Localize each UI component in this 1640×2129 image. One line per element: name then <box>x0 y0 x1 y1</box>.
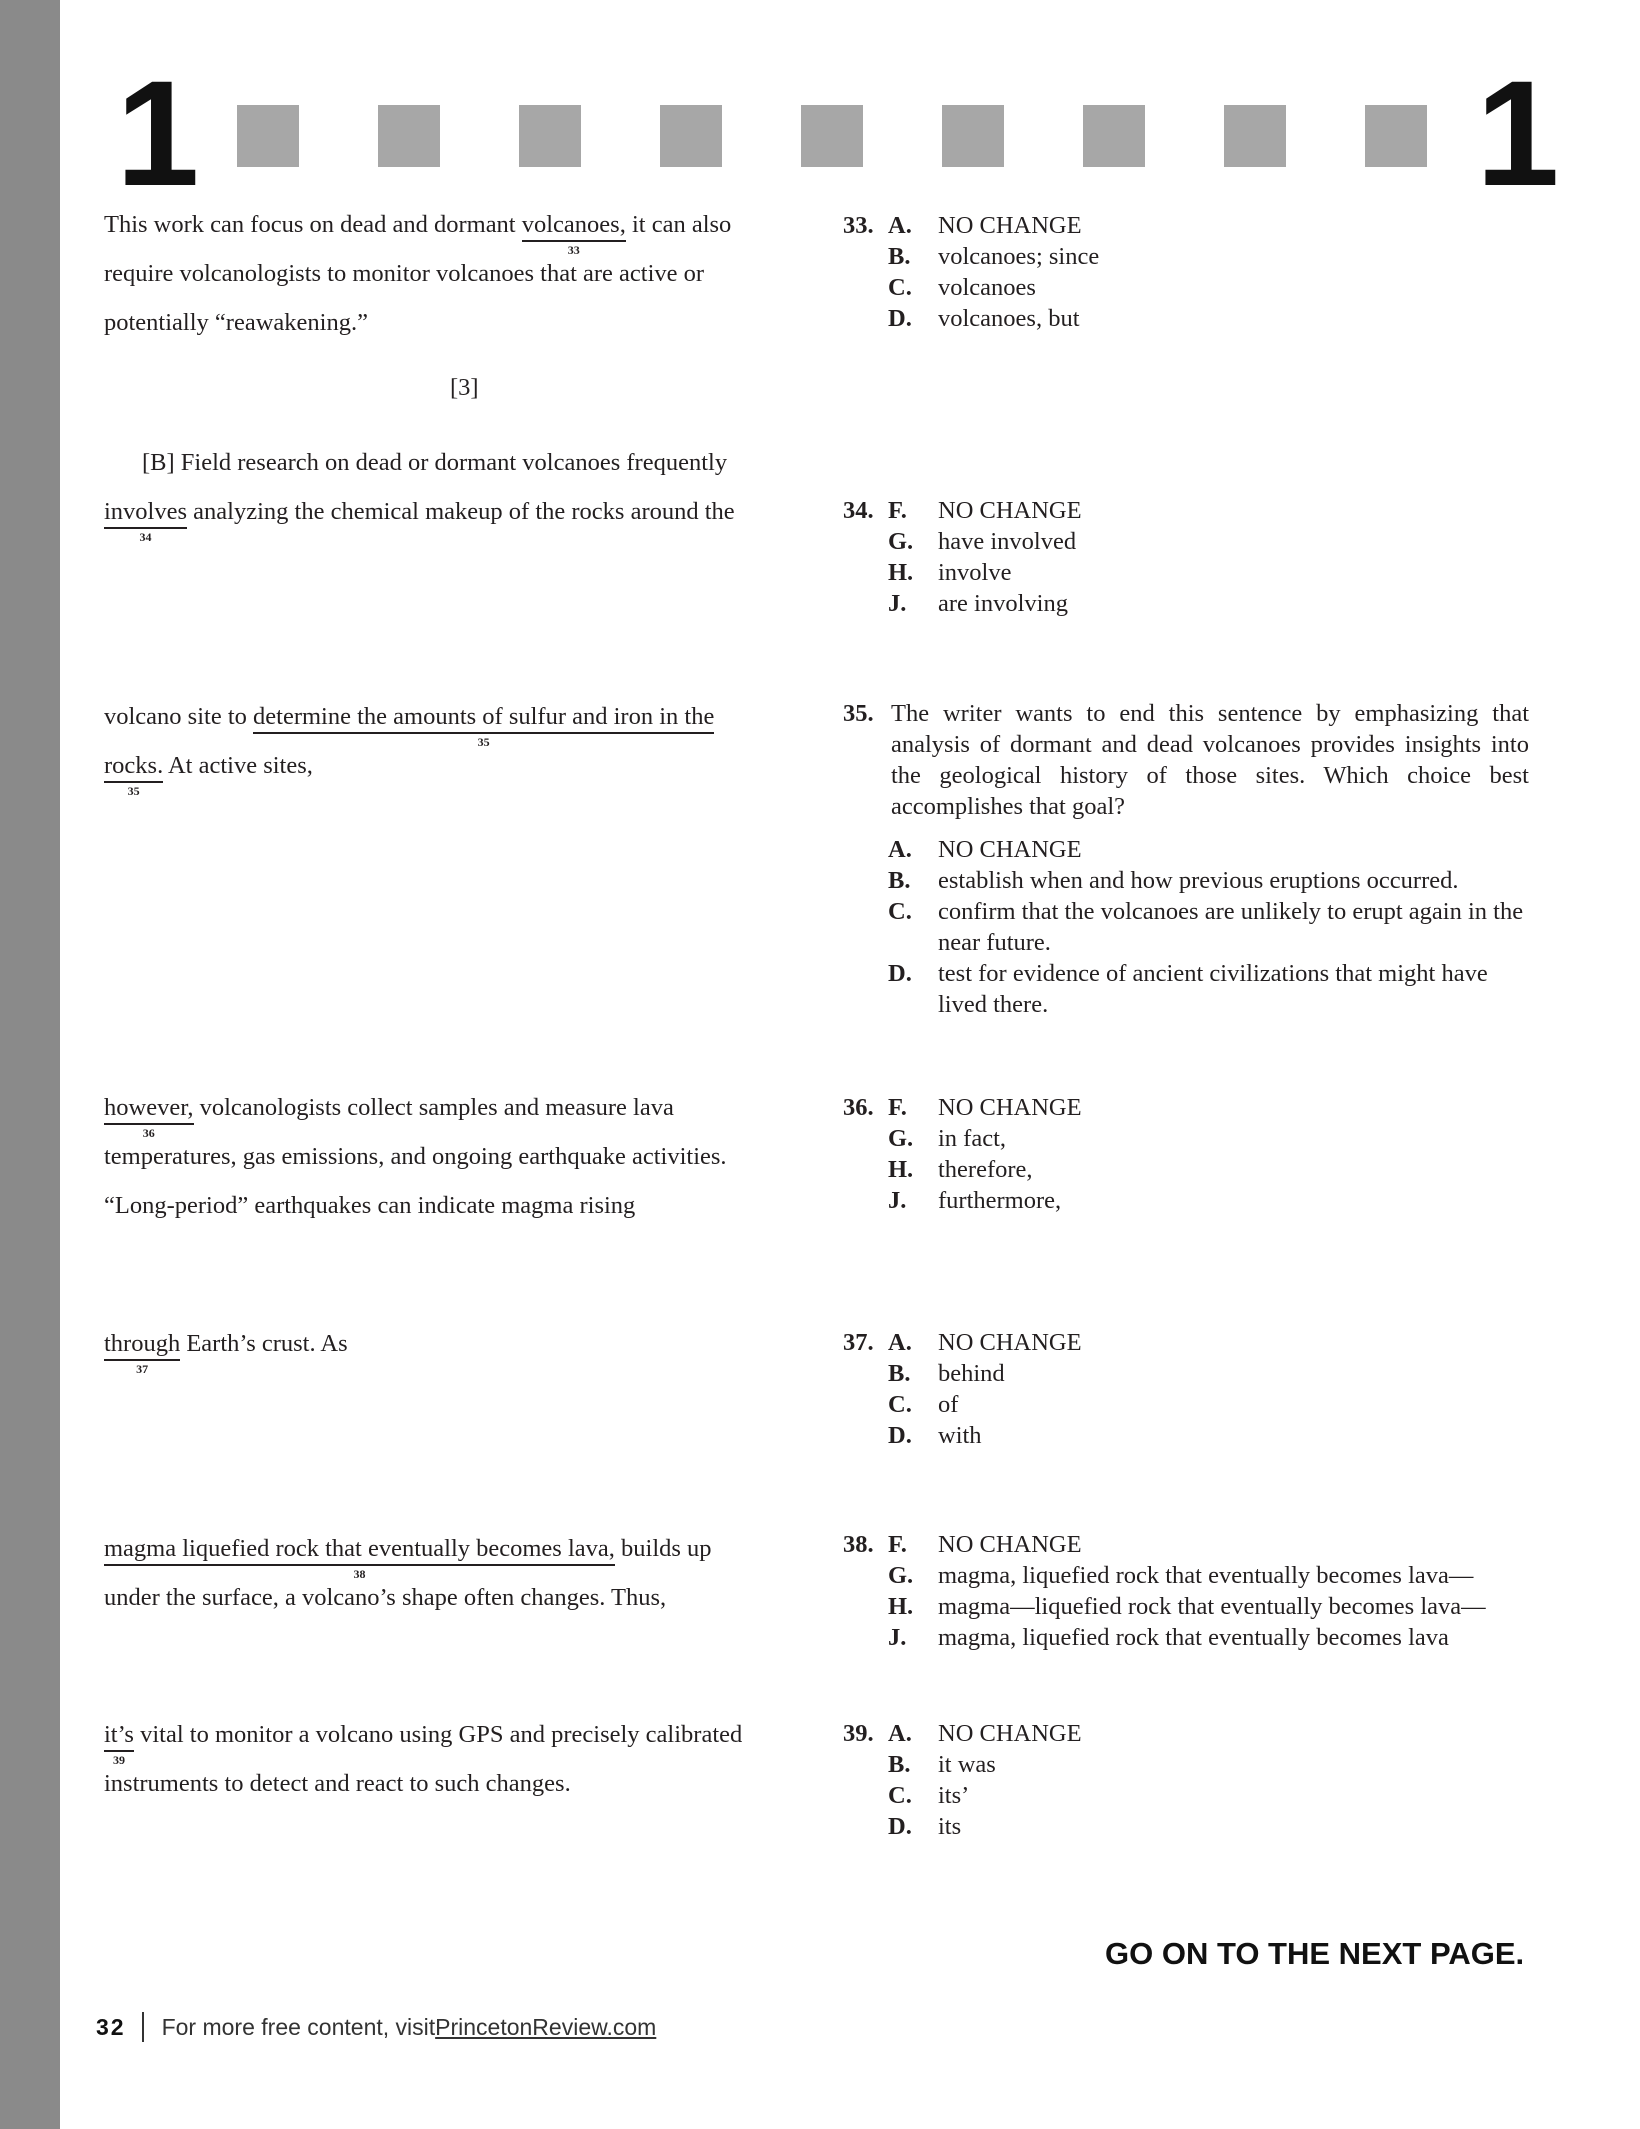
footer-link[interactable]: PrincetonReview.com <box>435 2013 657 2040</box>
section-squares <box>237 105 1437 167</box>
option-text: have involved <box>938 528 1077 555</box>
answer-option[interactable] <box>843 1092 1529 1123</box>
option-letter: A. <box>888 836 912 863</box>
option-letter: G. <box>888 1125 914 1152</box>
question-39 <box>843 1718 1529 1842</box>
option-letter: C. <box>888 1391 912 1418</box>
passage-text: At active sites, <box>163 752 313 779</box>
option-letter: B. <box>888 1360 911 1387</box>
passage-text: builds up <box>614 1535 712 1562</box>
option-letter: H. <box>888 559 914 586</box>
option-letter: J. <box>888 590 907 617</box>
option-letter: D. <box>888 1813 912 1840</box>
question-35 <box>843 698 1529 1020</box>
answer-option[interactable] <box>843 1780 1529 1811</box>
square-marker <box>519 105 581 167</box>
option-letter: D. <box>888 305 912 332</box>
passage-text: require volcanologists to monitor volcanoes that are active or <box>104 260 705 287</box>
footer-text: For more free content, visit <box>161 2013 436 2040</box>
answer-option[interactable] <box>843 896 1529 958</box>
question-number: 33. <box>843 212 874 239</box>
option-letter: G. <box>888 1562 914 1589</box>
footer-divider <box>142 2012 144 2042</box>
option-letter: G. <box>888 528 914 555</box>
option-text: NO CHANGE <box>938 1094 1082 1121</box>
answer-option[interactable] <box>843 303 1529 334</box>
portion-number: 35 <box>127 784 140 798</box>
option-text: its <box>938 1813 962 1840</box>
answer-option[interactable] <box>843 834 1529 865</box>
passage-text: “Long-period” earthquakes can indicate magma rising <box>104 1192 636 1219</box>
option-letter: H. <box>888 1156 914 1183</box>
option-letter: B. <box>888 867 911 894</box>
question-36 <box>843 1092 1529 1216</box>
passage-text: [B] Field research on dead or dormant volcanoes frequently <box>142 449 728 476</box>
underlined-portion-39: it’s 39 <box>104 1721 134 1767</box>
option-text: NO CHANGE <box>938 1531 1082 1558</box>
option-letter: A. <box>888 1329 912 1356</box>
option-text: NO CHANGE <box>938 1720 1082 1747</box>
portion-number: 33 <box>567 243 580 257</box>
answer-option[interactable] <box>843 1560 1529 1591</box>
underlined-portion-33: volcanoes, 33 <box>521 211 626 257</box>
answer-option[interactable] <box>843 1622 1529 1653</box>
passage-text: volcanologists collect samples and measure lava <box>193 1094 674 1121</box>
option-letter: J. <box>888 1187 907 1214</box>
go-on-notice: GO ON TO THE NEXT PAGE. <box>1105 1936 1525 1971</box>
underlined-portion-34: involves 34 <box>104 498 188 544</box>
option-text: furthermore, <box>938 1187 1062 1214</box>
option-text: NO CHANGE <box>938 1329 1082 1356</box>
option-text: therefore, <box>938 1156 1033 1183</box>
underlined-portion-35-cont: rocks. 35 <box>104 752 164 798</box>
option-text: its’ <box>938 1782 970 1809</box>
answer-option[interactable] <box>843 1185 1529 1216</box>
option-text: NO CHANGE <box>938 212 1082 239</box>
square-marker <box>660 105 722 167</box>
answer-option[interactable] <box>843 1420 1529 1451</box>
question-number: 35. <box>843 700 874 727</box>
page-number: 32 <box>96 2013 126 2040</box>
passage-text: vital to monitor a volcano using GPS and precisely calibrated <box>133 1721 743 1748</box>
question-number: 37. <box>843 1329 874 1356</box>
portion-number: 39 <box>112 1753 125 1767</box>
question-number: 39. <box>843 1720 874 1747</box>
portion-number: 34 <box>139 530 152 544</box>
option-letter: F. <box>888 1531 907 1558</box>
answer-option[interactable] <box>843 557 1529 588</box>
option-text: test for evidence of ancient civilizations that might have lived there. <box>938 960 1488 1018</box>
passage-block-38 <box>104 1524 784 1622</box>
question-number: 36. <box>843 1094 874 1121</box>
answer-option[interactable] <box>843 865 1529 896</box>
section-number-left: 1 <box>116 49 200 217</box>
option-text: behind <box>938 1360 1005 1387</box>
passage-text: Earth’s crust. As <box>180 1330 348 1357</box>
section-number-right: 1 <box>1476 49 1560 217</box>
underlined-portion-36: however, 36 <box>104 1094 194 1140</box>
option-letter: J. <box>888 1624 907 1651</box>
question-33 <box>843 210 1529 334</box>
page-footer <box>96 2010 656 2044</box>
passage-text: under the surface, a volcano’s shape often changes. Thus, <box>104 1584 667 1611</box>
passage-text: instruments to detect and react to such changes. <box>104 1770 571 1797</box>
option-text: involve <box>938 559 1012 586</box>
answer-option[interactable] <box>843 1389 1529 1420</box>
portion-number: 38 <box>353 1567 366 1581</box>
option-text: volcanoes, but <box>938 305 1080 332</box>
answer-option[interactable] <box>843 958 1529 1020</box>
option-letter: B. <box>888 243 911 270</box>
square-marker <box>237 105 299 167</box>
answer-option[interactable] <box>843 1529 1529 1560</box>
answer-option[interactable] <box>843 1718 1529 1749</box>
portion-number: 35 <box>477 735 490 749</box>
answer-option[interactable] <box>843 1123 1529 1154</box>
underlined-portion-35: determine the amounts of sulfur and iron in the 35 <box>253 703 715 749</box>
option-letter: C. <box>888 1782 912 1809</box>
answer-option[interactable] <box>843 1327 1529 1358</box>
portion-number: 36 <box>142 1126 155 1140</box>
option-letter: B. <box>888 1751 911 1778</box>
option-letter: H. <box>888 1593 914 1620</box>
passage-text: This work can focus on dead and dormant <box>104 211 522 238</box>
side-bar <box>0 0 60 2129</box>
option-text: with <box>938 1422 982 1449</box>
question-38 <box>843 1529 1529 1653</box>
option-text: magma, liquefied rock that eventually becomes lava <box>938 1624 1449 1651</box>
answer-option[interactable] <box>843 1591 1529 1622</box>
option-text: NO CHANGE <box>938 497 1082 524</box>
option-letter: C. <box>888 274 912 301</box>
option-letter: A. <box>888 1720 912 1747</box>
passage-block-34 <box>104 438 784 544</box>
underlined-portion-37: through 37 <box>104 1330 181 1376</box>
stem-text: The writer wants to end this sentence by emphasizing that analysis of dormant and dead volcanoes provides insights into the geological history of those sites. Which choice best accomplishes that goal? <box>891 700 1529 820</box>
question-stem <box>843 698 1529 822</box>
passage-block-39 <box>104 1710 784 1808</box>
passage-text: potentially “reawakening.” <box>104 309 368 336</box>
option-letter: D. <box>888 960 912 987</box>
passage-text: volcano site to <box>104 703 254 730</box>
passage-block-33 <box>104 200 784 347</box>
square-marker <box>378 105 440 167</box>
passage-text: it can also <box>625 211 732 238</box>
underlined-portion-38: magma liquefied rock that eventually becomes lava, 38 <box>104 1535 615 1581</box>
option-text: of <box>938 1391 959 1418</box>
square-marker <box>1365 105 1427 167</box>
option-letter: D. <box>888 1422 912 1449</box>
square-marker <box>942 105 1004 167</box>
option-letter: A. <box>888 212 912 239</box>
option-text: NO CHANGE <box>938 836 1082 863</box>
option-text: magma, liquefied rock that eventually becomes lava— <box>938 1562 1474 1589</box>
answer-option[interactable] <box>843 210 1529 241</box>
portion-number: 37 <box>136 1362 149 1376</box>
square-marker <box>1083 105 1145 167</box>
square-marker <box>1224 105 1286 167</box>
option-text: volcanoes; since <box>938 243 1100 270</box>
answer-option[interactable] <box>843 1154 1529 1185</box>
paragraph-label: [3] <box>450 374 479 401</box>
passage-text: analyzing the chemical makeup of the rocks around the <box>187 498 735 525</box>
answer-option[interactable] <box>843 272 1529 303</box>
question-number: 34. <box>843 497 874 524</box>
answer-option[interactable] <box>843 526 1529 557</box>
answer-option[interactable] <box>843 495 1529 526</box>
answer-option[interactable] <box>843 1811 1529 1842</box>
answer-option[interactable] <box>843 588 1529 619</box>
option-text: magma—liquefied rock that eventually becomes lava— <box>938 1593 1486 1620</box>
option-text: are involving <box>938 590 1068 617</box>
answer-option[interactable] <box>843 1749 1529 1780</box>
answer-option[interactable] <box>843 241 1529 272</box>
passage-block-37 <box>104 1319 784 1376</box>
option-letter: C. <box>888 898 912 925</box>
passage-text: temperatures, gas emissions, and ongoing earthquake activities. <box>104 1143 727 1170</box>
option-text: establish when and how previous eruptions occurred. <box>938 867 1459 894</box>
option-text: in fact, <box>938 1125 1007 1152</box>
question-34 <box>843 495 1529 619</box>
passage-block-35 <box>104 692 784 798</box>
answer-option[interactable] <box>843 1358 1529 1389</box>
passage-block-36 <box>104 1083 784 1230</box>
option-letter: F. <box>888 497 907 524</box>
square-marker <box>801 105 863 167</box>
option-text: confirm that the volcanoes are unlikely to erupt again in the near future. <box>938 898 1524 956</box>
question-37 <box>843 1327 1529 1451</box>
option-text: volcanoes <box>938 274 1036 301</box>
question-number: 38. <box>843 1531 874 1558</box>
option-text: it was <box>938 1751 996 1778</box>
option-letter: F. <box>888 1094 907 1121</box>
